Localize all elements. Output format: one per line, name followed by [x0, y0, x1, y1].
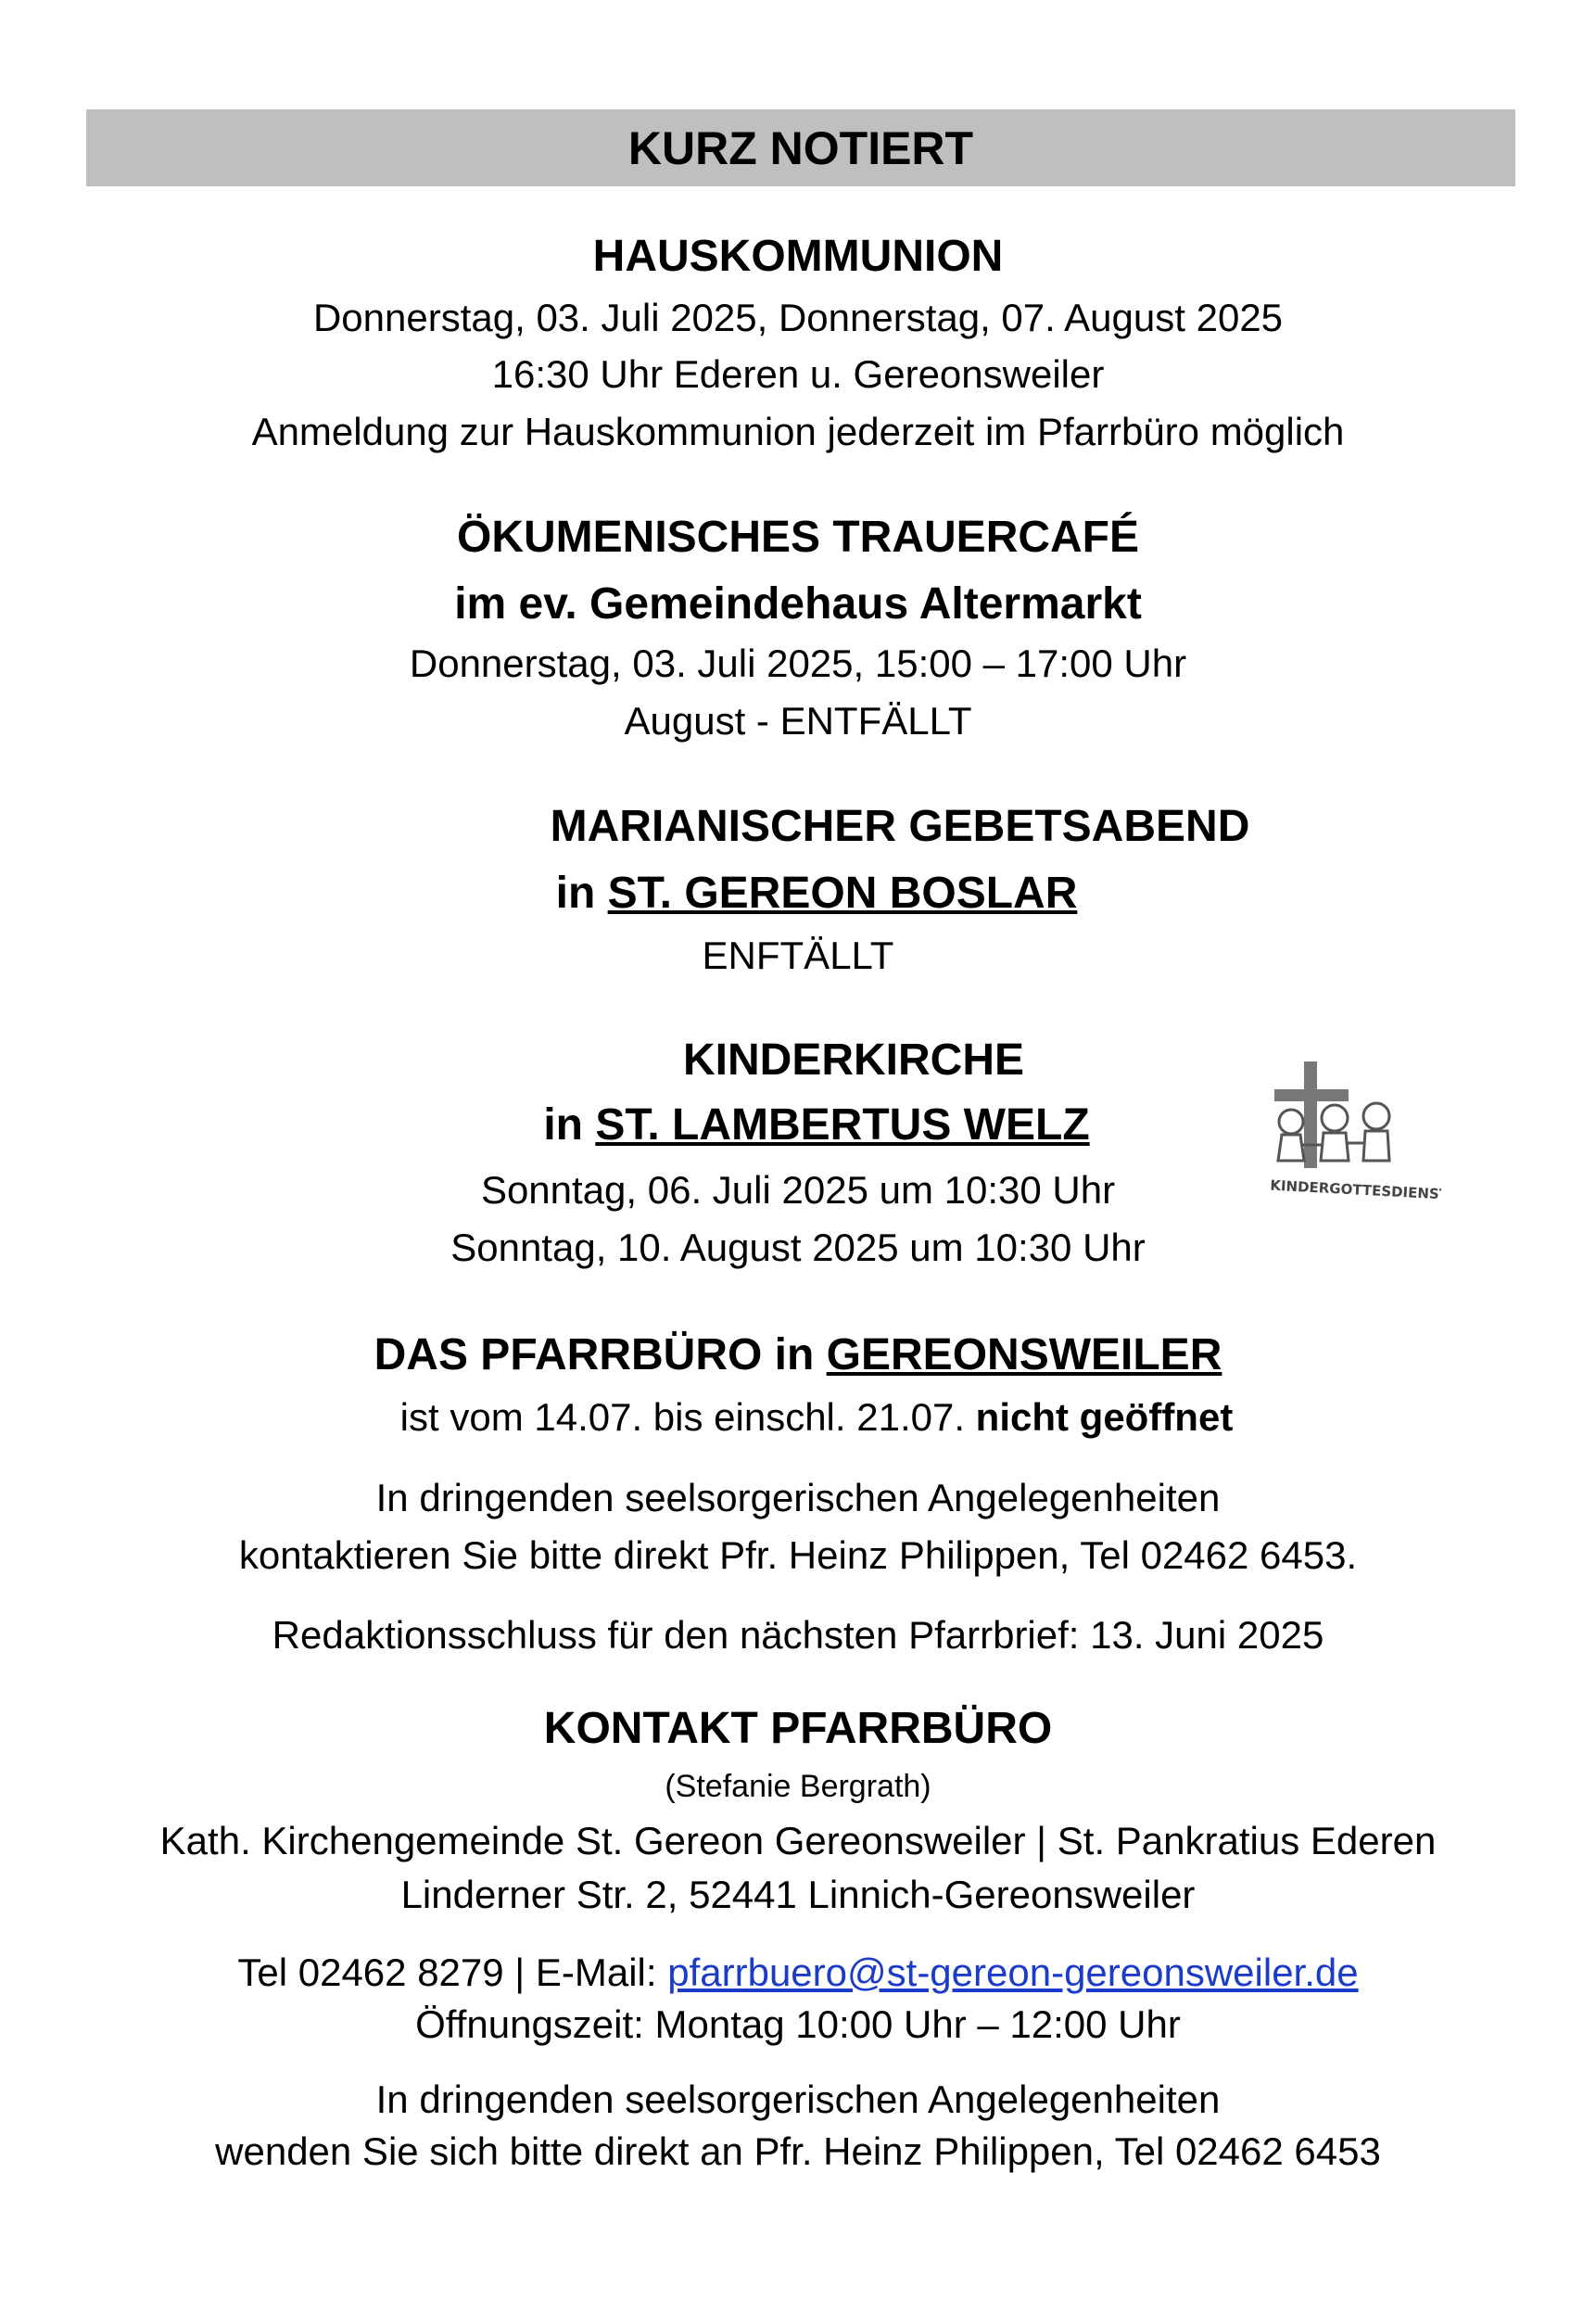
kinderkirche-title: KINDERKIRCHE	[682, 1036, 1024, 1085]
kinderkirche-place: ST. LAMBERTUS WELZ	[595, 1100, 1090, 1150]
kontakt-tel-label: Tel 02462 8279 | E-Mail:	[237, 1951, 657, 1994]
gebetsabend-place: ST. GEREON BOSLAR	[607, 869, 1078, 918]
child-3-head	[1363, 1103, 1389, 1129]
page-title: KURZ NOTIERT	[627, 121, 974, 174]
kontakt-title: KONTAKT PFARRBÜRO	[543, 1704, 1053, 1753]
kontakt-parish: Kath. Kirchengemeinde St. Gereon Gereonsweiler | St. Pankratius Ederen	[159, 1819, 1437, 1862]
kinderkirche-date-1: Sonntag, 06. Juli 2025 um 10:30 Uhr	[480, 1168, 1116, 1212]
gebetsabend-status: ENFTÄLLT	[702, 934, 894, 977]
kindergottesdienst-logo	[1265, 1057, 1441, 1214]
hauskommunion-time-place: 16:30 Uhr Ederen u. Gereonsweiler	[491, 352, 1105, 396]
hauskommunion-note: Anmeldung zur Hauskommunion jederzeit im Pfarrbüro möglich	[251, 410, 1345, 453]
kontakt-person: (Stefanie Bergrath)	[665, 1769, 931, 1804]
child-3-body	[1363, 1131, 1389, 1161]
hauskommunion-title: HAUSKOMMUNION	[592, 232, 1004, 281]
pfarrbuero-closed	[19, 1395, 1596, 1439]
pfarrbuero-title-prefix: DAS PFARRBÜRO in	[374, 1330, 815, 1379]
kontakt-address: Linderner Str. 2, 52441 Linnich-Gereonsweiler	[400, 1873, 1196, 1916]
pfarrbuero-closed-bold: nicht geöffnet	[975, 1395, 1234, 1439]
child-2-body	[1321, 1133, 1349, 1161]
pfarrbuero-closed-text: ist vom 14.07. bis einschl. 21.07.	[399, 1395, 965, 1439]
child-2-head	[1322, 1105, 1348, 1131]
redaktion-text: Redaktionsschluss für den nächsten Pfarrbrief: 13. Juni 2025	[272, 1613, 1324, 1657]
kontakt-tel-email	[0, 1953, 1596, 1992]
kinderkirche-date-2: Sonntag, 10. August 2025 um 10:30 Uhr	[450, 1226, 1146, 1269]
child-1-head	[1279, 1110, 1303, 1134]
pfarrbuero-urgent-2: kontaktieren Sie bitte direkt Pfr. Heinz Philippen, Tel 02462 6453.	[238, 1533, 1358, 1577]
header-bar	[86, 109, 1515, 186]
kontakt-urgent-2: wenden Sie sich bitte direkt an Pfr. Heinz Philippen, Tel 02462 6453	[215, 2129, 1381, 2173]
pfarrbuero-urgent-1: In dringenden seelsorgerischen Angelegenheiten	[375, 1476, 1221, 1519]
gebetsabend-location	[19, 871, 1596, 916]
kontakt-hours: Öffnungszeit: Montag 10:00 Uhr – 12:00 Uhr	[415, 2002, 1181, 2046]
trauercafe-august: August - ENTFÄLLT	[624, 699, 972, 743]
email-link[interactable]: pfarrbuero@st-gereon-gereonsweiler.de	[667, 1951, 1359, 1994]
gebetsabend-title: MARIANISCHER GEBETSABEND	[550, 802, 1250, 851]
trauercafe-date: Donnerstag, 03. Juli 2025, 15:00 – 17:00 Uhr	[409, 642, 1187, 685]
kindergottesdienst-logo-icon	[1265, 1057, 1441, 1214]
trauercafe-location: im ev. Gemeindehaus Altermarkt	[454, 579, 1142, 629]
cross-horizontal	[1274, 1089, 1349, 1101]
pfarrbuero-title-place: GEREONSWEILER	[826, 1330, 1222, 1379]
hauskommunion-dates: Donnerstag, 03. Juli 2025, Donnerstag, 07. August 2025	[312, 296, 1284, 339]
logo-text: KINDERGOTTESDIENST	[1269, 1176, 1441, 1203]
trauercafe-title: ÖKUMENISCHES TRAUERCAFÉ	[456, 513, 1140, 562]
pfarrbuero-title	[0, 1330, 1596, 1379]
child-1-body	[1278, 1135, 1304, 1161]
kontakt-urgent-1: In dringenden seelsorgerischen Angelegenheiten	[375, 2078, 1221, 2121]
kinderkirche-prefix: in	[543, 1100, 583, 1150]
cross-vertical	[1304, 1061, 1317, 1168]
gebetsabend-prefix: in	[555, 869, 596, 918]
